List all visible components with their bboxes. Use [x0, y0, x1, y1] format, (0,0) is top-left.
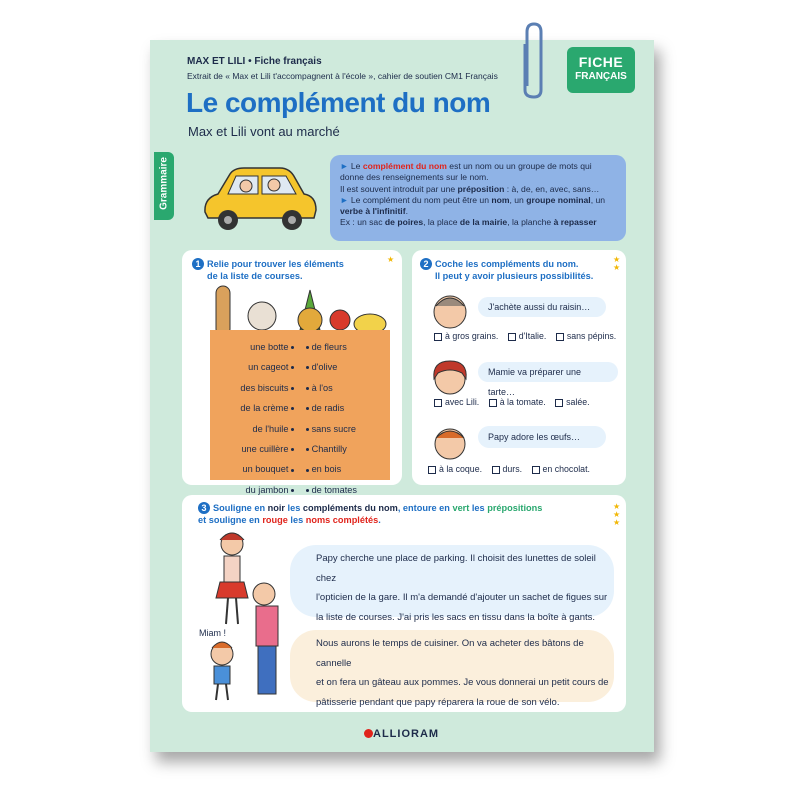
- page-subtitle: Max et Lili vont au marché: [188, 124, 340, 139]
- rule-box: [330, 155, 626, 241]
- exercise-number: 2: [420, 258, 432, 270]
- grammar-tab-label: Grammaire: [158, 157, 170, 210]
- list-item[interactable]: un cageot: [214, 357, 294, 377]
- list-item[interactable]: Chantilly: [306, 439, 386, 459]
- list-item[interactable]: de l'huile: [214, 419, 294, 439]
- exercise-number: 1: [192, 258, 204, 270]
- option-checkbox[interactable]: avec Lili.: [434, 397, 479, 407]
- exercise-1-instructions: 1 Relie pour trouver les éléments de la liste de courses.: [192, 258, 344, 282]
- list-item[interactable]: de tomates: [306, 480, 386, 500]
- list-item[interactable]: des biscuits: [214, 378, 294, 398]
- arrow-icon: ►: [340, 161, 349, 171]
- option-checkbox[interactable]: durs.: [492, 464, 523, 474]
- difficulty-star-icon: ★: [387, 255, 395, 264]
- list-item[interactable]: d'olive: [306, 357, 386, 377]
- option-checkbox[interactable]: à la coque.: [428, 464, 482, 474]
- options-row-1: [434, 331, 623, 341]
- speech-bubble: Papy adore les œufs…: [478, 426, 606, 448]
- page-title: Le complément du nom: [186, 87, 491, 118]
- text-bubble-2: Nous aurons le temps de cuisiner. On va acheter des bâtons de cannelle et on fera un gâteau aux pommes. Je vous donnerai un petit cours de pâtisserie pendant que papy réparera la roue de son vélo.: [290, 630, 614, 702]
- logo-mark-icon: [364, 729, 373, 738]
- rule-paragraph-2: ► Le complément du nom peut être un nom, un groupe nominal, un verbe à l'infinitif.: [340, 194, 606, 217]
- list-item[interactable]: en bois: [306, 459, 386, 479]
- arrow-icon: ►: [340, 194, 349, 205]
- characters-illustration: [206, 528, 302, 706]
- option-checkbox[interactable]: salée.: [555, 397, 589, 407]
- face-illustration-3: [428, 420, 472, 464]
- badge-line1: FICHE: [578, 54, 624, 70]
- face-illustration-2: [428, 355, 472, 399]
- list-right-column: [306, 337, 386, 500]
- list-left-column: [214, 337, 294, 500]
- option-checkbox[interactable]: d'Italie.: [508, 331, 547, 341]
- list-item[interactable]: à l'os: [306, 378, 386, 398]
- options-row-2: [434, 397, 597, 407]
- list-item[interactable]: une botte: [214, 337, 294, 357]
- fiche-badge: [567, 47, 635, 93]
- list-item[interactable]: de radis: [306, 398, 386, 418]
- text-bubble-1: Papy cherche une place de parking. Il choisit des lunettes de soleil chez l'opticien de la gare. Il m'a demandé d'ajouter un sachet de figues sur la liste de courses. J'ai pris les sacs en tissu dans la boîte à gants.: [290, 545, 614, 617]
- list-item[interactable]: de la crème: [214, 398, 294, 418]
- list-item[interactable]: une cuillère: [214, 439, 294, 459]
- speech-bubble: J'achète aussi du raisin…: [478, 297, 606, 317]
- exercise-2-instructions: 2 Coche les compléments du nom. Il peut y avoir plusieurs possibilités.: [420, 258, 593, 282]
- exclamation-label: Miam !: [199, 628, 226, 638]
- options-row-3: [428, 464, 597, 474]
- list-item[interactable]: sans sucre: [306, 419, 386, 439]
- list-item[interactable]: un bouquet: [214, 459, 294, 479]
- car-illustration: [200, 160, 320, 235]
- face-illustration-1: [428, 290, 472, 334]
- rule-paragraph-1: ► Le complément du nom est un nom ou un groupe de mots qui donne des renseignements sur le nom. Il est souvent introduit par une préposition : à, de, en, avec, sans…: [340, 161, 600, 194]
- rule-example: Ex : un sac de poires, la place de la mairie, la planche à repasser: [340, 217, 597, 228]
- brand-line: MAX ET LILI • Fiche français: [187, 56, 322, 67]
- difficulty-star-icon: ★ ★: [613, 255, 621, 272]
- exercise-number: 3: [198, 502, 210, 514]
- publisher-logo: ALLIORAM: [364, 728, 439, 740]
- list-item[interactable]: du jambon: [214, 480, 294, 500]
- groceries-illustration: [210, 280, 390, 336]
- option-checkbox[interactable]: sans pépins.: [556, 331, 616, 341]
- grammar-tab: [154, 152, 174, 220]
- speech-bubble: Mamie va préparer une tarte…: [478, 362, 618, 382]
- option-checkbox[interactable]: à la tomate.: [489, 397, 546, 407]
- badge-line2: FRANÇAIS: [575, 71, 627, 82]
- extract-line: Extrait de « Max et Lili t'accompagnent à l'école », cahier de soutien CM1 Français: [187, 71, 498, 81]
- list-item[interactable]: de fleurs: [306, 337, 386, 357]
- paperclip-icon: [517, 20, 551, 100]
- option-checkbox[interactable]: en chocolat.: [532, 464, 590, 474]
- option-checkbox[interactable]: à gros grains.: [434, 331, 498, 341]
- difficulty-star-icon: ★ ★ ★: [613, 502, 621, 527]
- exercise-3-instructions: 3 Souligne en noir les compléments du nom, entoure en vert les prépositions et souligne en rouge les noms complétés.: [198, 503, 543, 525]
